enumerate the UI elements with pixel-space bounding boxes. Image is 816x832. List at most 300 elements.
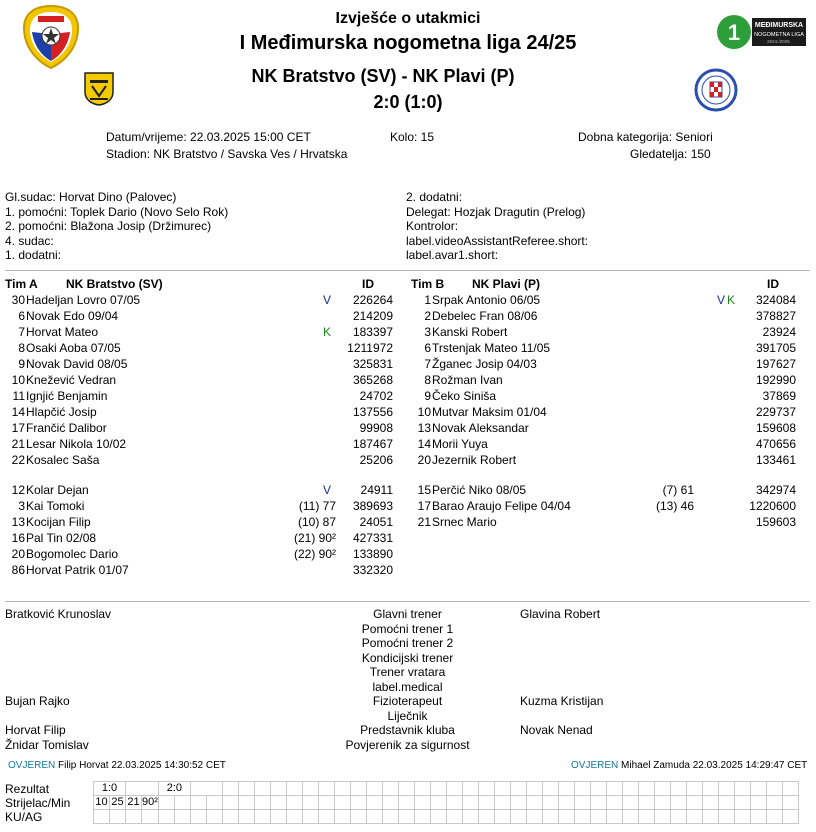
summary-cell — [494, 782, 510, 796]
player-number: 6 — [18, 309, 25, 323]
staff-member-home: Bratković Krunoslav — [5, 607, 112, 621]
summary-cell — [270, 796, 286, 810]
summary-cell — [254, 796, 270, 810]
summary-cell — [574, 810, 590, 824]
summary-cell — [334, 782, 350, 796]
summary-cell — [494, 810, 510, 824]
summary-cell — [430, 796, 446, 810]
summary-cell — [766, 810, 782, 824]
player-row — [405, 372, 805, 388]
player-id: 214209 — [352, 309, 393, 323]
player-number: 30 — [11, 293, 25, 307]
official-line: 2. pomoćni: Blažona Josip (Držimurec) — [5, 219, 212, 233]
player-name: Debelec Fran 08/06 — [432, 309, 538, 323]
player-name: Osaki Aoba 07/05 — [26, 341, 121, 355]
player-row — [5, 372, 405, 388]
summary-cell — [574, 796, 590, 810]
player-id: 137556 — [352, 405, 393, 419]
summary-label-cards: KU/AG — [5, 810, 43, 824]
summary-cell — [254, 810, 270, 824]
player-name: Frančić Dalibor — [26, 421, 107, 435]
staff-role: Glavni trener — [373, 607, 442, 621]
summary-cell: 10 — [95, 796, 108, 808]
player-name: Pal Tin 02/08 — [26, 531, 97, 545]
summary-cell: 1:0 — [94, 782, 126, 796]
player-id: 24051 — [359, 515, 393, 529]
summary-cell — [606, 810, 622, 824]
player-number: 13 — [417, 421, 431, 435]
official-line: 1. pomoćni: Toplek Dario (Novo Selo Rok) — [5, 204, 229, 219]
summary-cell — [446, 796, 462, 810]
summary-cell — [734, 810, 750, 824]
player-name: Novak Aleksandar — [432, 421, 529, 435]
summary-cell — [398, 810, 414, 824]
player-row — [5, 452, 405, 468]
summary-cell — [558, 782, 574, 796]
staff-role: label.medical — [372, 679, 443, 694]
player-number: 20 — [11, 547, 25, 561]
summary-labels — [5, 782, 70, 824]
staff-role: Pomoćni trener 1 — [361, 621, 454, 636]
summary-cell — [382, 796, 398, 810]
player-number: 11 — [12, 389, 25, 403]
summary-cell — [494, 796, 510, 810]
player-substitution: (13) 46 — [655, 499, 694, 513]
player-id: 197627 — [755, 357, 796, 371]
player-name: Lesar Nikola 10/02 — [26, 437, 127, 451]
player-name: Perčić Niko 08/05 — [432, 483, 527, 497]
summary-cell — [382, 782, 398, 796]
summary-cell — [238, 796, 254, 810]
match-datetime: Datum/vrijeme: 22.03.2025 15:00 CET — [106, 130, 311, 144]
summary-grid — [93, 781, 799, 824]
summary-cell — [318, 782, 334, 796]
summary-cell — [366, 782, 382, 796]
summary-cell — [462, 810, 478, 824]
player-number: 7 — [18, 325, 25, 339]
player-id: 183397 — [352, 325, 393, 339]
summary-cell: 2:0 — [158, 782, 190, 796]
player-id: 470656 — [755, 437, 796, 451]
summary-cell — [478, 796, 494, 810]
player-id: 24911 — [360, 483, 393, 497]
player-id: 1211972 — [347, 341, 393, 355]
player-name: Horvat Patrik 01/07 — [26, 563, 129, 577]
player-mark: V — [717, 293, 726, 307]
player-mark: V — [323, 293, 332, 307]
summary-cell — [350, 810, 366, 824]
player-id: 325831 — [352, 357, 393, 371]
summary-cell — [686, 782, 702, 796]
player-name: Kocijan Filip — [26, 515, 91, 529]
player-id: 324084 — [755, 293, 796, 307]
player-id: 133461 — [755, 453, 796, 467]
official-line: 4. sudac: — [5, 233, 54, 248]
player-id: 229737 — [755, 405, 796, 419]
player-mark: K — [727, 293, 736, 307]
verified-label: OVJEREN — [8, 760, 56, 771]
player-name: Hadeljan Lovro 07/05 — [26, 293, 141, 307]
player-row — [405, 324, 805, 340]
player-row — [405, 482, 805, 498]
player-name: Novak Edo 09/04 — [26, 309, 119, 323]
player-id: 37869 — [762, 389, 796, 403]
summary-label-scorers: Strijelac/Min — [5, 796, 71, 810]
summary-cell — [590, 796, 606, 810]
player-row — [405, 388, 805, 404]
summary-cell — [222, 810, 238, 824]
summary-cell — [638, 810, 654, 824]
match-score: 2:0 (1:0) — [373, 92, 443, 112]
summary-cell — [174, 796, 190, 810]
summary-cell — [510, 796, 526, 810]
summary-cell — [510, 782, 526, 796]
summary-cell — [302, 810, 318, 824]
official-line: label.videoAssistantReferee.short: — [406, 233, 589, 248]
staff-member-away: Kuzma Kristijan — [520, 694, 604, 708]
summary-cell — [382, 810, 398, 824]
player-number: 9 — [18, 357, 25, 371]
summary-cell — [718, 810, 734, 824]
summary-cell — [174, 810, 190, 824]
summary-cell — [190, 810, 206, 824]
verified-text: Mihael Zamuda 22.03.2025 14:29:47 CET — [621, 760, 808, 771]
summary-cell — [590, 810, 606, 824]
player-number: 9 — [424, 389, 431, 403]
summary-cell — [158, 796, 174, 810]
officials-right — [406, 190, 588, 263]
player-id: 24702 — [359, 389, 393, 403]
player-row — [5, 324, 405, 340]
summary-cell — [446, 810, 462, 824]
player-row — [5, 356, 405, 372]
summary-cell — [686, 796, 702, 810]
staff-role: Povjerenik za sigurnost — [345, 737, 470, 752]
player-number: 14 — [11, 405, 25, 419]
summary-cell — [686, 810, 702, 824]
summary-cell — [222, 796, 238, 810]
player-row — [405, 514, 805, 530]
player-row — [5, 420, 405, 436]
official-line: 1. dodatni: — [5, 248, 62, 262]
player-row — [405, 420, 805, 436]
player-number: 2 — [424, 309, 431, 323]
player-row — [5, 562, 405, 578]
summary-cell — [110, 810, 126, 824]
summary-cell — [286, 796, 302, 810]
summary-cell — [750, 810, 766, 824]
divider — [5, 270, 810, 271]
summary-cell — [606, 782, 622, 796]
staff-role: Liječnik — [387, 708, 428, 723]
player-row — [5, 292, 405, 308]
summary-cell — [478, 810, 494, 824]
summary-cell — [542, 810, 558, 824]
summary-cell — [654, 810, 670, 824]
summary-cell — [718, 796, 734, 810]
player-number: 15 — [417, 483, 431, 497]
player-name: Čeko Siniša — [432, 389, 497, 403]
summary-cell — [254, 782, 270, 796]
player-id: 332320 — [352, 563, 393, 577]
player-row — [5, 340, 405, 356]
summary-cell — [590, 782, 606, 796]
staff-member-home: Bujan Rajko — [5, 694, 70, 708]
player-number: 3 — [18, 499, 25, 513]
summary-cell — [558, 796, 574, 810]
match-title: NK Bratstvo (SV) - NK Plavi (P) — [251, 66, 515, 86]
summary-cell — [718, 782, 734, 796]
summary-cell — [638, 796, 654, 810]
player-name: Knežević Vedran — [26, 373, 117, 387]
summary-label-result: Rezultat — [5, 782, 50, 796]
player-mark: K — [323, 325, 332, 339]
summary-cell — [574, 782, 590, 796]
summary-cell — [558, 810, 574, 824]
staff-member-away: Glavina Robert — [520, 607, 601, 621]
player-name: Kosalec Saša — [26, 453, 100, 467]
summary-cell — [510, 810, 526, 824]
player-number: 3 — [424, 325, 431, 339]
player-name: Rožman Ivan — [432, 373, 503, 387]
summary-cell — [206, 810, 222, 824]
player-id: 1220600 — [749, 499, 796, 513]
official-line: label.avar1.short: — [406, 248, 499, 262]
player-row — [405, 292, 805, 308]
player-number: 22 — [11, 453, 25, 467]
official-line: Delegat: Hozjak Dragutin (Prelog) — [406, 204, 586, 219]
player-name: Srnec Mario — [432, 515, 497, 529]
player-substitution: (21) 90² — [293, 531, 336, 545]
player-substitution: (7) 61 — [662, 483, 694, 497]
player-row — [405, 404, 805, 420]
player-number: 6 — [424, 341, 431, 355]
player-id: 365268 — [352, 373, 393, 387]
player-name: Žganec Josip 04/03 — [432, 357, 537, 371]
summary-cell — [238, 810, 254, 824]
summary-cell — [398, 796, 414, 810]
summary-cell — [478, 782, 494, 796]
divider — [5, 601, 810, 602]
player-id: 133890 — [352, 547, 393, 561]
player-name: Novak David 08/05 — [26, 357, 128, 371]
summary-cell — [270, 782, 286, 796]
player-id: 159608 — [755, 421, 796, 435]
staff-role: Kondicijski trener — [361, 650, 454, 665]
staff-member-home: Žnidar Tomislav — [5, 737, 89, 752]
summary-cell — [622, 782, 638, 796]
spectators: Gledatelja: 150 — [630, 147, 711, 161]
summary-cell — [670, 810, 686, 824]
summary-cell — [238, 782, 254, 796]
summary-row — [94, 782, 799, 796]
summary-cell — [366, 810, 382, 824]
summary-cell — [286, 810, 302, 824]
player-name: Trstenjak Mateo 11/05 — [432, 341, 551, 355]
league-logo-text: MEĐIMURSKA — [754, 22, 804, 29]
player-row — [5, 482, 405, 498]
player-id: 25206 — [359, 453, 393, 467]
team-b-id-header: ID — [767, 277, 779, 291]
summary-cell — [670, 782, 686, 796]
player-id: 99908 — [359, 421, 393, 435]
staff-member-away: Novak Nenad — [520, 723, 593, 737]
player-substitution: (11) 77 — [298, 499, 336, 513]
team-a-name: NK Bratstvo (SV) — [66, 277, 163, 291]
summary-row — [94, 796, 799, 810]
verified-text: Filip Horvat 22.03.2025 14:30:52 CET — [58, 760, 226, 771]
player-id: 389693 — [352, 499, 393, 513]
summary-cell — [462, 782, 478, 796]
player-name: Horvat Mateo — [26, 325, 99, 339]
summary-cell — [782, 810, 798, 824]
summary-cell — [206, 796, 222, 810]
league-logo-year: 2024./2025. — [767, 39, 791, 44]
summary-cell — [126, 782, 159, 796]
summary-cell — [766, 782, 782, 796]
league-logo-sub: NOGOMETNA LIGA — [754, 32, 804, 38]
player-row — [405, 436, 805, 452]
summary-cell — [302, 796, 318, 810]
summary-cell — [670, 796, 686, 810]
summary-cell — [142, 810, 159, 824]
summary-cell — [750, 796, 766, 810]
summary-cell — [318, 810, 334, 824]
league-title: I Međimurska nogometna liga 24/25 — [239, 32, 577, 54]
league-logo-number: 1 — [727, 20, 741, 45]
summary-cell — [542, 796, 558, 810]
player-name: Srpak Antonio 06/05 — [432, 293, 541, 307]
player-substitution: (22) 90² — [293, 547, 336, 561]
summary-cell — [702, 796, 718, 810]
summary-cell — [766, 796, 782, 810]
verify-left — [8, 760, 226, 771]
verify-right — [571, 760, 807, 771]
player-row — [5, 498, 405, 514]
verified-label: OVJEREN — [571, 760, 619, 771]
player-id: 427331 — [352, 531, 393, 545]
player-number: 86 — [11, 563, 25, 577]
summary-cell — [222, 782, 238, 796]
player-name: Hlapčić Josip — [26, 405, 97, 419]
summary-cell — [750, 782, 766, 796]
staff-role: Pomoćni trener 2 — [361, 636, 454, 650]
player-number: 17 — [11, 421, 25, 435]
official-line: Kontrolor: — [406, 219, 459, 233]
player-name: Ignjić Benjamin — [26, 389, 108, 403]
match-round: Kolo: 15 — [390, 130, 435, 144]
player-name: Kolar Dejan — [26, 483, 89, 497]
player-number: 21 — [417, 515, 431, 529]
staff-role: Trener vratara — [369, 665, 446, 679]
summary-cell — [334, 796, 350, 810]
summary-cell — [126, 810, 142, 824]
summary-row — [94, 810, 799, 824]
summary-cell — [414, 782, 430, 796]
summary-cell — [190, 796, 206, 810]
summary-cell — [654, 782, 670, 796]
summary-cell — [526, 796, 542, 810]
summary-cell — [190, 782, 222, 796]
summary-cell — [414, 796, 430, 810]
summary-cell — [94, 810, 110, 824]
player-row — [405, 356, 805, 372]
player-name: Barao Araujo Felipe 04/04 — [432, 499, 571, 513]
player-mark: V — [323, 483, 332, 497]
summary-cell — [782, 796, 798, 810]
player-number: 12 — [11, 483, 25, 497]
player-id: 159603 — [755, 515, 796, 529]
summary-cell — [350, 796, 366, 810]
summary-cell — [526, 810, 542, 824]
staff-member-home: Horvat Filip — [5, 723, 66, 737]
player-row — [405, 308, 805, 324]
summary-cell — [622, 810, 638, 824]
player-number: 8 — [424, 373, 431, 387]
summary-cell — [734, 782, 750, 796]
summary-cell: 21 — [127, 796, 140, 808]
player-id: 192990 — [755, 373, 796, 387]
player-name: Jezernik Robert — [432, 453, 517, 467]
report-title: Izvješće o utakmici — [335, 10, 481, 27]
player-number: 16 — [11, 531, 25, 545]
summary-cell — [638, 782, 654, 796]
team-b-label: Tim B — [411, 277, 445, 291]
official-line: 2. dodatni: — [406, 190, 463, 204]
staff-role: Predstavnik kluba — [360, 723, 455, 737]
summary-cell: 90² — [142, 796, 158, 808]
player-row — [5, 514, 405, 530]
player-number: 10 — [11, 373, 25, 387]
summary-cell — [462, 796, 478, 810]
summary-cell — [286, 782, 302, 796]
summary-cell — [446, 782, 462, 796]
player-id: 342974 — [755, 483, 796, 497]
player-row — [5, 388, 405, 404]
summary-cell — [158, 810, 174, 824]
summary-cell — [366, 796, 382, 810]
summary-cell — [622, 796, 638, 810]
player-id: 391705 — [755, 341, 796, 355]
team-a-id-header: ID — [362, 277, 374, 291]
summary-cell — [654, 796, 670, 810]
summary-cell — [702, 810, 718, 824]
player-number: 21 — [11, 437, 25, 451]
player-number: 1 — [424, 293, 431, 307]
player-name: Bogomolec Dario — [26, 547, 119, 561]
player-number: 17 — [417, 499, 431, 513]
player-name: Mutvar Maksim 01/04 — [432, 405, 547, 419]
summary-cell — [430, 810, 446, 824]
player-number: 10 — [417, 405, 431, 419]
summary-cell — [606, 796, 622, 810]
official-line: Gl.sudac: Horvat Dino (Palovec) — [5, 190, 177, 204]
player-number: 14 — [417, 437, 431, 451]
player-id: 226264 — [352, 293, 393, 307]
player-row — [405, 498, 805, 514]
player-number: 20 — [417, 453, 431, 467]
summary-cell — [782, 782, 798, 796]
player-name: Kanski Robert — [432, 325, 508, 339]
summary-cell — [414, 810, 430, 824]
player-row — [405, 340, 805, 356]
player-number: 8 — [18, 341, 25, 355]
player-name: Kai Tomoki — [26, 499, 85, 513]
summary-cell — [302, 782, 318, 796]
player-row — [5, 546, 405, 562]
summary-cell — [526, 782, 542, 796]
player-row — [5, 308, 405, 324]
